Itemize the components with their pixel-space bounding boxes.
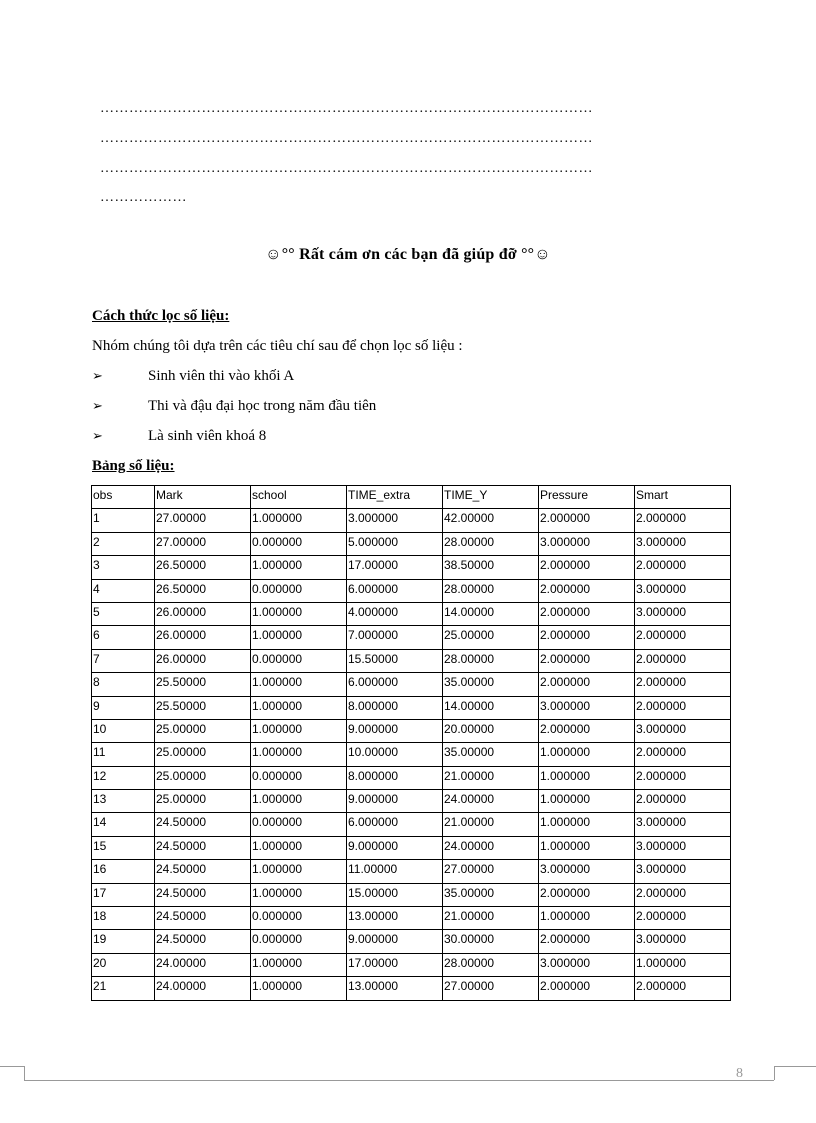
table-cell: 2.000000 xyxy=(635,766,731,789)
table-cell: 25.00000 xyxy=(155,790,251,813)
table-cell: 15 xyxy=(92,836,155,859)
table-cell: 2.000000 xyxy=(539,883,635,906)
table-row xyxy=(92,860,731,883)
table-cell: 2.000000 xyxy=(539,626,635,649)
table-body xyxy=(92,509,731,1000)
table-cell: 19 xyxy=(92,930,155,953)
table-cell: 10.00000 xyxy=(347,743,443,766)
table-cell: 4.000000 xyxy=(347,602,443,625)
table-row xyxy=(92,626,731,649)
table-cell: 0.000000 xyxy=(251,766,347,789)
table-cell: 1.000000 xyxy=(251,836,347,859)
table-row xyxy=(92,579,731,602)
table-cell: 35.00000 xyxy=(443,673,539,696)
table-row xyxy=(92,790,731,813)
column-header: Smart xyxy=(635,486,731,509)
table-cell: 21.00000 xyxy=(443,813,539,836)
table-cell: 9.000000 xyxy=(347,790,443,813)
bullet-item xyxy=(92,428,266,445)
footer-corner-left xyxy=(24,1066,25,1080)
table-cell: 1.000000 xyxy=(251,719,347,742)
table-cell: 1 xyxy=(92,509,155,532)
dotted-line-1: ………………………………………………………………………………………… xyxy=(100,101,593,116)
table-cell: 35.00000 xyxy=(443,743,539,766)
table-cell: 42.00000 xyxy=(443,509,539,532)
table-cell: 2.000000 xyxy=(635,673,731,696)
table-cell: 35.00000 xyxy=(443,883,539,906)
table-cell: 6.000000 xyxy=(347,673,443,696)
table-cell: 28.00000 xyxy=(443,649,539,672)
table-cell: 24.50000 xyxy=(155,836,251,859)
thank-you-line: ☺°° Rất cám ơn các bạn đã giúp đỡ °°☺ xyxy=(265,246,551,263)
table-cell: 24.00000 xyxy=(443,836,539,859)
table-row xyxy=(92,556,731,579)
table-cell: 6.000000 xyxy=(347,813,443,836)
table-row xyxy=(92,532,731,555)
arrow-bullet-icon: ➢ xyxy=(92,399,103,414)
table-cell: 14.00000 xyxy=(443,602,539,625)
table-cell: 17.00000 xyxy=(347,556,443,579)
table-cell: 2.000000 xyxy=(539,509,635,532)
table-row xyxy=(92,743,731,766)
table-cell: 17 xyxy=(92,883,155,906)
table-cell: 5 xyxy=(92,602,155,625)
table-cell: 2.000000 xyxy=(539,649,635,672)
table-cell: 1.000000 xyxy=(539,907,635,930)
table-cell: 3.000000 xyxy=(635,579,731,602)
table-cell: 26.00000 xyxy=(155,626,251,649)
table-cell: 1.000000 xyxy=(539,836,635,859)
table-cell: 21.00000 xyxy=(443,766,539,789)
table-cell: 2.000000 xyxy=(635,696,731,719)
table-cell: 26.50000 xyxy=(155,579,251,602)
table-cell: 0.000000 xyxy=(251,907,347,930)
arrow-bullet-icon: ➢ xyxy=(92,429,103,444)
table-cell: 28.00000 xyxy=(443,579,539,602)
table-row xyxy=(92,977,731,1000)
table-cell: 1.000000 xyxy=(251,602,347,625)
page-number: 8 xyxy=(736,1066,743,1081)
table-cell: 24.50000 xyxy=(155,930,251,953)
table-cell: 2 xyxy=(92,532,155,555)
table-row xyxy=(92,673,731,696)
bullet-text: Sinh viên thi vào khối A xyxy=(148,368,295,384)
bullet-text: Thi và đậu đại học trong năm đầu tiên xyxy=(148,398,377,414)
table-cell: 9.000000 xyxy=(347,930,443,953)
table-row xyxy=(92,509,731,532)
table-cell: 1.000000 xyxy=(251,860,347,883)
table-cell: 2.000000 xyxy=(539,556,635,579)
table-cell: 26.50000 xyxy=(155,556,251,579)
table-row xyxy=(92,813,731,836)
table-row xyxy=(92,930,731,953)
table-row xyxy=(92,719,731,742)
table-cell: 24.50000 xyxy=(155,813,251,836)
table-cell: 15.50000 xyxy=(347,649,443,672)
table-cell: 38.50000 xyxy=(443,556,539,579)
table-cell: 3.000000 xyxy=(635,719,731,742)
table-cell: 26.00000 xyxy=(155,649,251,672)
table-cell: 13.00000 xyxy=(347,907,443,930)
table-cell: 7 xyxy=(92,649,155,672)
column-header: Pressure xyxy=(539,486,635,509)
table-cell: 3.000000 xyxy=(539,696,635,719)
dotted-line-2: ………………………………………………………………………………………… xyxy=(100,131,593,146)
table-row xyxy=(92,766,731,789)
table-cell: 25.50000 xyxy=(155,673,251,696)
table-cell: 2.000000 xyxy=(635,883,731,906)
table-cell: 24.00000 xyxy=(155,977,251,1000)
table-cell: 3.000000 xyxy=(635,602,731,625)
table-cell: 20 xyxy=(92,953,155,976)
table-cell: 6.000000 xyxy=(347,579,443,602)
table-cell: 3.000000 xyxy=(635,860,731,883)
table-cell: 2.000000 xyxy=(635,743,731,766)
table-cell: 1.000000 xyxy=(539,790,635,813)
table-cell: 1.000000 xyxy=(539,766,635,789)
table-cell: 0.000000 xyxy=(251,532,347,555)
table-cell: 6 xyxy=(92,626,155,649)
table-cell: 4 xyxy=(92,579,155,602)
table-cell: 2.000000 xyxy=(635,626,731,649)
table-cell: 18 xyxy=(92,907,155,930)
table-cell: 25.00000 xyxy=(443,626,539,649)
table-cell: 3.000000 xyxy=(539,860,635,883)
table-cell: 3.000000 xyxy=(635,836,731,859)
table-cell: 17.00000 xyxy=(347,953,443,976)
table-cell: 24.50000 xyxy=(155,907,251,930)
table-cell: 3.000000 xyxy=(635,813,731,836)
table-cell: 1.000000 xyxy=(251,696,347,719)
table-cell: 13 xyxy=(92,790,155,813)
table-cell: 3 xyxy=(92,556,155,579)
table-cell: 28.00000 xyxy=(443,532,539,555)
table-cell: 0.000000 xyxy=(251,649,347,672)
column-header: Mark xyxy=(155,486,251,509)
dotted-line-4: ……………… xyxy=(100,190,187,205)
table-cell: 24.50000 xyxy=(155,883,251,906)
table-cell: 0.000000 xyxy=(251,579,347,602)
table-row xyxy=(92,953,731,976)
footer-corner-right xyxy=(774,1066,775,1080)
table-cell: 30.00000 xyxy=(443,930,539,953)
table-cell: 2.000000 xyxy=(539,579,635,602)
table-cell: 20.00000 xyxy=(443,719,539,742)
table-cell: 3.000000 xyxy=(347,509,443,532)
dotted-line-3: ………………………………………………………………………………………… xyxy=(100,161,593,176)
table-cell: 25.00000 xyxy=(155,743,251,766)
table-cell: 1.000000 xyxy=(251,953,347,976)
table-cell: 24.00000 xyxy=(443,790,539,813)
table-cell: 1.000000 xyxy=(251,509,347,532)
table-cell: 25.50000 xyxy=(155,696,251,719)
table-cell: 1.000000 xyxy=(251,556,347,579)
table-row xyxy=(92,696,731,719)
table-cell: 3.000000 xyxy=(635,930,731,953)
table-cell: 2.000000 xyxy=(635,977,731,1000)
table-row xyxy=(92,602,731,625)
table-cell: 21 xyxy=(92,977,155,1000)
table-cell: 5.000000 xyxy=(347,532,443,555)
table-cell: 0.000000 xyxy=(251,930,347,953)
table-cell: 7.000000 xyxy=(347,626,443,649)
column-header: school xyxy=(251,486,347,509)
section-heading-data-table: Bảng số liệu: xyxy=(92,458,175,474)
table-cell: 2.000000 xyxy=(635,907,731,930)
section-heading-filter-method: Cách thức lọc số liệu: xyxy=(92,308,230,324)
table-cell: 11.00000 xyxy=(347,860,443,883)
footer-corner-right xyxy=(774,1066,816,1067)
table-cell: 3.000000 xyxy=(539,532,635,555)
table-header-row xyxy=(92,486,731,509)
table-cell: 24.00000 xyxy=(155,953,251,976)
bullet-item xyxy=(92,398,376,415)
table-cell: 1.000000 xyxy=(251,977,347,1000)
table-cell: 2.000000 xyxy=(539,673,635,696)
table-cell: 1.000000 xyxy=(251,673,347,696)
table-cell: 27.00000 xyxy=(155,509,251,532)
table-cell: 14.00000 xyxy=(443,696,539,719)
table-cell: 2.000000 xyxy=(539,602,635,625)
data-table xyxy=(91,485,731,1001)
table-cell: 2.000000 xyxy=(539,930,635,953)
table-cell: 8 xyxy=(92,673,155,696)
table-cell: 27.00000 xyxy=(443,977,539,1000)
table-cell: 11 xyxy=(92,743,155,766)
table-cell: 2.000000 xyxy=(635,649,731,672)
table-row xyxy=(92,836,731,859)
table-cell: 12 xyxy=(92,766,155,789)
table-cell: 8.000000 xyxy=(347,696,443,719)
footer-rule xyxy=(24,1080,774,1081)
table-row xyxy=(92,907,731,930)
table-cell: 1.000000 xyxy=(251,743,347,766)
table-cell: 3.000000 xyxy=(635,532,731,555)
table-cell: 16 xyxy=(92,860,155,883)
table-cell: 3.000000 xyxy=(539,953,635,976)
bullet-item xyxy=(92,368,294,385)
table-cell: 1.000000 xyxy=(635,953,731,976)
arrow-bullet-icon: ➢ xyxy=(92,369,103,384)
table-cell: 1.000000 xyxy=(539,813,635,836)
table-cell: 10 xyxy=(92,719,155,742)
table-cell: 8.000000 xyxy=(347,766,443,789)
table-cell: 1.000000 xyxy=(251,790,347,813)
table-cell: 25.00000 xyxy=(155,766,251,789)
column-header: obs xyxy=(92,486,155,509)
table-cell: 9 xyxy=(92,696,155,719)
table-cell: 2.000000 xyxy=(635,509,731,532)
table-cell: 27.00000 xyxy=(443,860,539,883)
table-cell: 2.000000 xyxy=(635,790,731,813)
table-cell: 26.00000 xyxy=(155,602,251,625)
table-cell: 0.000000 xyxy=(251,813,347,836)
table-cell: 21.00000 xyxy=(443,907,539,930)
intro-paragraph: Nhóm chúng tôi dựa trên các tiêu chí sau để chọn lọc số liệu : xyxy=(92,338,463,354)
table-cell: 2.000000 xyxy=(539,977,635,1000)
bullet-text: Là sinh viên khoá 8 xyxy=(148,428,267,444)
table-cell: 28.00000 xyxy=(443,953,539,976)
table-cell: 25.00000 xyxy=(155,719,251,742)
table-cell: 2.000000 xyxy=(635,556,731,579)
table-cell: 9.000000 xyxy=(347,836,443,859)
table-cell: 15.00000 xyxy=(347,883,443,906)
table-cell: 9.000000 xyxy=(347,719,443,742)
table-row xyxy=(92,883,731,906)
table-cell: 2.000000 xyxy=(539,719,635,742)
column-header: TIME_Y xyxy=(443,486,539,509)
table-cell: 24.50000 xyxy=(155,860,251,883)
column-header: TIME_extra xyxy=(347,486,443,509)
table-cell: 14 xyxy=(92,813,155,836)
table-cell: 1.000000 xyxy=(251,626,347,649)
footer-corner-left xyxy=(0,1066,24,1067)
table-cell: 27.00000 xyxy=(155,532,251,555)
table-cell: 1.000000 xyxy=(251,883,347,906)
table-row xyxy=(92,649,731,672)
table-cell: 1.000000 xyxy=(539,743,635,766)
table-cell: 13.00000 xyxy=(347,977,443,1000)
